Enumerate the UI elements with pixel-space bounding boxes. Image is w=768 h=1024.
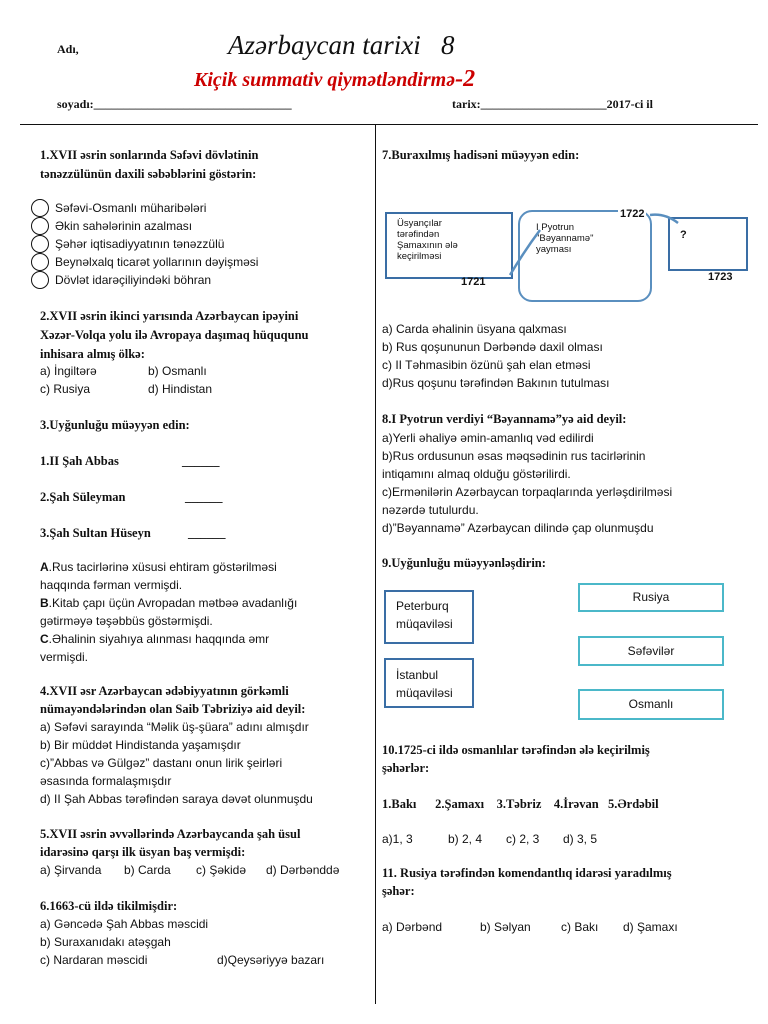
box1-line: Üsyançılar bbox=[397, 218, 442, 229]
q2-option-b[interactable]: b) Osmanlı bbox=[148, 364, 207, 378]
box1-line: keçirilməsi bbox=[397, 251, 442, 262]
q10-option-d[interactable]: d) 3, 5 bbox=[563, 832, 598, 846]
q3-answer-b-cont: gətirməyə təşəbbüs göstərmişdi. bbox=[40, 614, 213, 628]
q11-option-b[interactable]: b) Səlyan bbox=[480, 920, 531, 934]
q3-item: 2.Şah Süleyman bbox=[40, 490, 126, 504]
q7-title: 7.Buraxılmış hadisəni müəyyən edin: bbox=[382, 148, 580, 162]
q9-title: 9.Uyğunluğu müəyyənləşdirin: bbox=[382, 556, 546, 570]
q1-option: Əkin sahələrinin azalması bbox=[55, 219, 193, 233]
q10-line: şəhərlər: bbox=[382, 761, 430, 775]
q8-option-a[interactable]: a)Yerli əhaliyə əmin-amanlıq vəd edilirdi bbox=[382, 431, 594, 445]
q5-line: 5.XVII əsrin əvvəllərində Azərbaycanda şah üsul bbox=[40, 827, 301, 841]
q6-option-d[interactable]: d)Qeysəriyyə bazarı bbox=[217, 953, 325, 967]
q3-blank[interactable]: ______ bbox=[185, 490, 223, 504]
q3-answer-c-cont: vermişdi. bbox=[40, 650, 89, 664]
arrow-1 bbox=[510, 230, 540, 275]
q7-arrows bbox=[500, 195, 700, 295]
q8-option-c-cont: nəzərdə tutulurdu. bbox=[382, 503, 479, 517]
q4-option[interactable]: b) Bir müddət Hindistanda yaşamışdır bbox=[40, 738, 241, 752]
q11-line: 11. Rusiya tərəfindən komendantlıq idarəsi yaradılmış bbox=[382, 866, 672, 880]
q10-option-b[interactable]: b) 2, 4 bbox=[448, 832, 483, 846]
q4-option[interactable]: d) II Şah Abbas tərəfindən saraya dəvət olunmuşdu bbox=[40, 792, 313, 806]
q7-option-b[interactable]: b) Rus qoşununun Dərbəndə daxil olması bbox=[382, 340, 603, 354]
q8-option-b-cont: intiqamını almaq olduğu göstərilirdi. bbox=[382, 467, 571, 481]
subtitle-text: Kiçik summativ qiymətləndirmə bbox=[194, 69, 456, 91]
title-text: Azərbaycan tarixi bbox=[228, 30, 421, 60]
q1-option: Beynəlxalq ticarət yollarının dəyişməsi bbox=[55, 255, 259, 269]
q11-option-d[interactable]: d) Şamaxı bbox=[623, 920, 678, 934]
q1-option-circle[interactable] bbox=[31, 199, 49, 217]
q5-option-c[interactable]: c) Şəkidə bbox=[196, 863, 247, 877]
q3-answer-b bbox=[40, 594, 297, 612]
q3-answer-a bbox=[40, 558, 277, 576]
page-title bbox=[228, 30, 454, 61]
letter: C bbox=[40, 632, 49, 646]
q1-line2: tənəzzülünün daxili səbəblərini göstərin: bbox=[40, 167, 257, 181]
letter: A bbox=[40, 560, 49, 574]
q6-title: 6.1663-cü ildə tikilmişdir: bbox=[40, 899, 178, 913]
q1-option-circle[interactable] bbox=[31, 217, 49, 235]
box2-line: yayması bbox=[536, 244, 572, 255]
q4-line: nümayəndələrindən olan Saib Təbriziyə aid deyil: bbox=[40, 702, 306, 716]
q11-option-a[interactable]: a) Dərbənd bbox=[382, 920, 443, 934]
q8-option-c[interactable]: c)Ermənilərin Azərbaycan torpaqlarında yerləşdirilməsi bbox=[382, 485, 673, 499]
column-divider bbox=[375, 124, 376, 1004]
q1-option: Şəhər iqtisadiyyatının tənəzzülü bbox=[55, 237, 225, 251]
q9-left-petersburg[interactable] bbox=[384, 590, 474, 644]
q9-right-osmanli[interactable]: Osmanlı bbox=[578, 689, 724, 720]
name-label: Adı, bbox=[57, 42, 79, 56]
text: .Kitab çapı üçün Avropadan mətbəə avadanlığı bbox=[48, 596, 298, 610]
text: .Əhalinin siyahıya alınması haqqında əmr bbox=[48, 632, 270, 646]
letter: B bbox=[40, 596, 49, 610]
q6-option-c[interactable]: c) Nardaran məscidi bbox=[40, 953, 148, 967]
q7-box-1721 bbox=[385, 212, 513, 279]
q2-line: Xəzər-Volqa yolu ilə Avropaya daşımaq hüququnu bbox=[40, 328, 309, 342]
q4-line: 4.XVII əsr Azərbaycan ədəbiyyatının görkəmli bbox=[40, 684, 289, 698]
q1-option: Dövlət idarəçiliyindəki böhran bbox=[55, 273, 212, 287]
q3-blank[interactable]: ______ bbox=[182, 454, 220, 468]
q4-option[interactable]: a) Səfəvi sarayında “Məlik üş-şüara” adını almışdır bbox=[40, 720, 309, 734]
box1-line: Şamaxının ələ bbox=[397, 240, 458, 251]
q5-option-d[interactable]: d) Dərbənddə bbox=[266, 863, 340, 877]
q3-answer-a-cont: haqqında fərman vermişdi. bbox=[40, 578, 183, 592]
page-subtitle bbox=[194, 66, 475, 93]
box2-line: "Bəyannamə" bbox=[536, 233, 594, 244]
q3-answer-c bbox=[40, 630, 269, 648]
line: İstanbul bbox=[396, 668, 439, 682]
q8-option-b[interactable]: b)Rus ordusunun əsas məqsədinin rus tacirlərinin bbox=[382, 449, 646, 463]
arrow-2 bbox=[650, 215, 678, 223]
q10-option-c[interactable]: c) 2, 3 bbox=[506, 832, 540, 846]
q3-item: 1.II Şah Abbas bbox=[40, 454, 119, 468]
subtitle-number: -2 bbox=[455, 66, 476, 92]
header-divider bbox=[20, 124, 758, 125]
q2-option-a[interactable]: a) İngiltərə bbox=[40, 364, 97, 378]
q5-option-a[interactable]: a) Şirvanda bbox=[40, 863, 102, 877]
q1-option-circle[interactable] bbox=[31, 271, 49, 289]
q11-option-c[interactable]: c) Bakı bbox=[561, 920, 599, 934]
q4-option-cont: əsasında formalaşmışdır bbox=[40, 774, 172, 788]
question-mark: ? bbox=[680, 229, 687, 241]
q1-option-circle[interactable] bbox=[31, 235, 49, 253]
q3-item: 3.Şah Sultan Hüseyn bbox=[40, 526, 151, 540]
q5-option-b[interactable]: b) Carda bbox=[124, 863, 171, 877]
q7-year-1723: 1723 bbox=[708, 271, 733, 283]
q11-line: şəhər: bbox=[382, 884, 415, 898]
q1-line1: 1.XVII əsrin sonlarında Səfəvi dövlətinin bbox=[40, 148, 259, 162]
text: .Rus tacirlərinə xüsusi ehtiram göstərilməsi bbox=[48, 560, 277, 574]
q3-blank[interactable]: ______ bbox=[188, 526, 226, 540]
grade: 8 bbox=[440, 30, 455, 60]
q7-year-1722: 1722 bbox=[620, 208, 645, 220]
q2-option-c[interactable]: c) Rusiya bbox=[40, 382, 91, 396]
q7-option-d[interactable]: d)Rus qoşunu tərəfindən Bakının tutulması bbox=[382, 376, 610, 390]
box1-line: tərəfindən bbox=[397, 229, 440, 240]
surname-field: soyadı:_________________________________ bbox=[57, 97, 292, 111]
q7-option-c[interactable]: c) II Təhmasibin özünü şah elan etməsi bbox=[382, 358, 591, 372]
box2-line: I Pyotrun bbox=[536, 222, 575, 233]
q8-option-d[interactable]: d)”Bəyannamə” Azərbaycan dilində çap olunmuşdu bbox=[382, 521, 654, 535]
q7-year-1721: 1721 bbox=[461, 276, 486, 288]
line: Peterburq bbox=[396, 599, 449, 613]
q3-title: 3.Uyğunluğu müəyyən edin: bbox=[40, 418, 190, 432]
q2-line: inhisara almış ölkə: bbox=[40, 347, 145, 361]
q4-option[interactable]: c)”Abbas və Gülgəz” dastanı onun lirik şeirləri bbox=[40, 756, 283, 770]
q8-title: 8.I Pyotrun verdiyi “Bəyannamə”yə aid deyil: bbox=[382, 412, 627, 426]
q9-right-sefeviler[interactable]: Səfəvilər bbox=[578, 636, 724, 666]
q2-option-d[interactable]: d) Hindistan bbox=[148, 382, 213, 396]
q1-option: Səfəvi-Osmanlı müharibələri bbox=[55, 201, 207, 215]
q9-right-rusiya[interactable]: Rusiya bbox=[578, 583, 724, 612]
q10-line: 10.1725-ci ildə osmanlılar tərəfindən ələ keçirilmiş bbox=[382, 743, 650, 757]
q10-option-a[interactable]: a)1, 3 bbox=[382, 832, 413, 846]
q7-option-a[interactable]: a) Carda əhalinin üsyana qalxması bbox=[382, 322, 567, 336]
date-field: tarix:_____________________2017-ci il bbox=[452, 97, 653, 111]
q2-line: 2.XVII əsrin ikinci yarısında Azərbaycan ipəyini bbox=[40, 309, 299, 323]
q5-line: idarəsinə qarşı ilk üsyan baş vermişdi: bbox=[40, 845, 246, 859]
q6-option-b[interactable]: b) Suraxanıdakı atəşgah bbox=[40, 935, 171, 949]
q1-option-circle[interactable] bbox=[31, 253, 49, 271]
q9-left-istanbul[interactable] bbox=[384, 658, 474, 708]
line: müqaviləsi bbox=[396, 617, 453, 631]
q6-option-a[interactable]: a) Gəncədə Şah Abbas məscidi bbox=[40, 917, 209, 931]
q10-cities: 1.Bakı 2.Şamaxı 3.Təbriz 4.İrəvan 5.Ərdəbil bbox=[382, 797, 659, 811]
line: müqaviləsi bbox=[396, 686, 453, 700]
